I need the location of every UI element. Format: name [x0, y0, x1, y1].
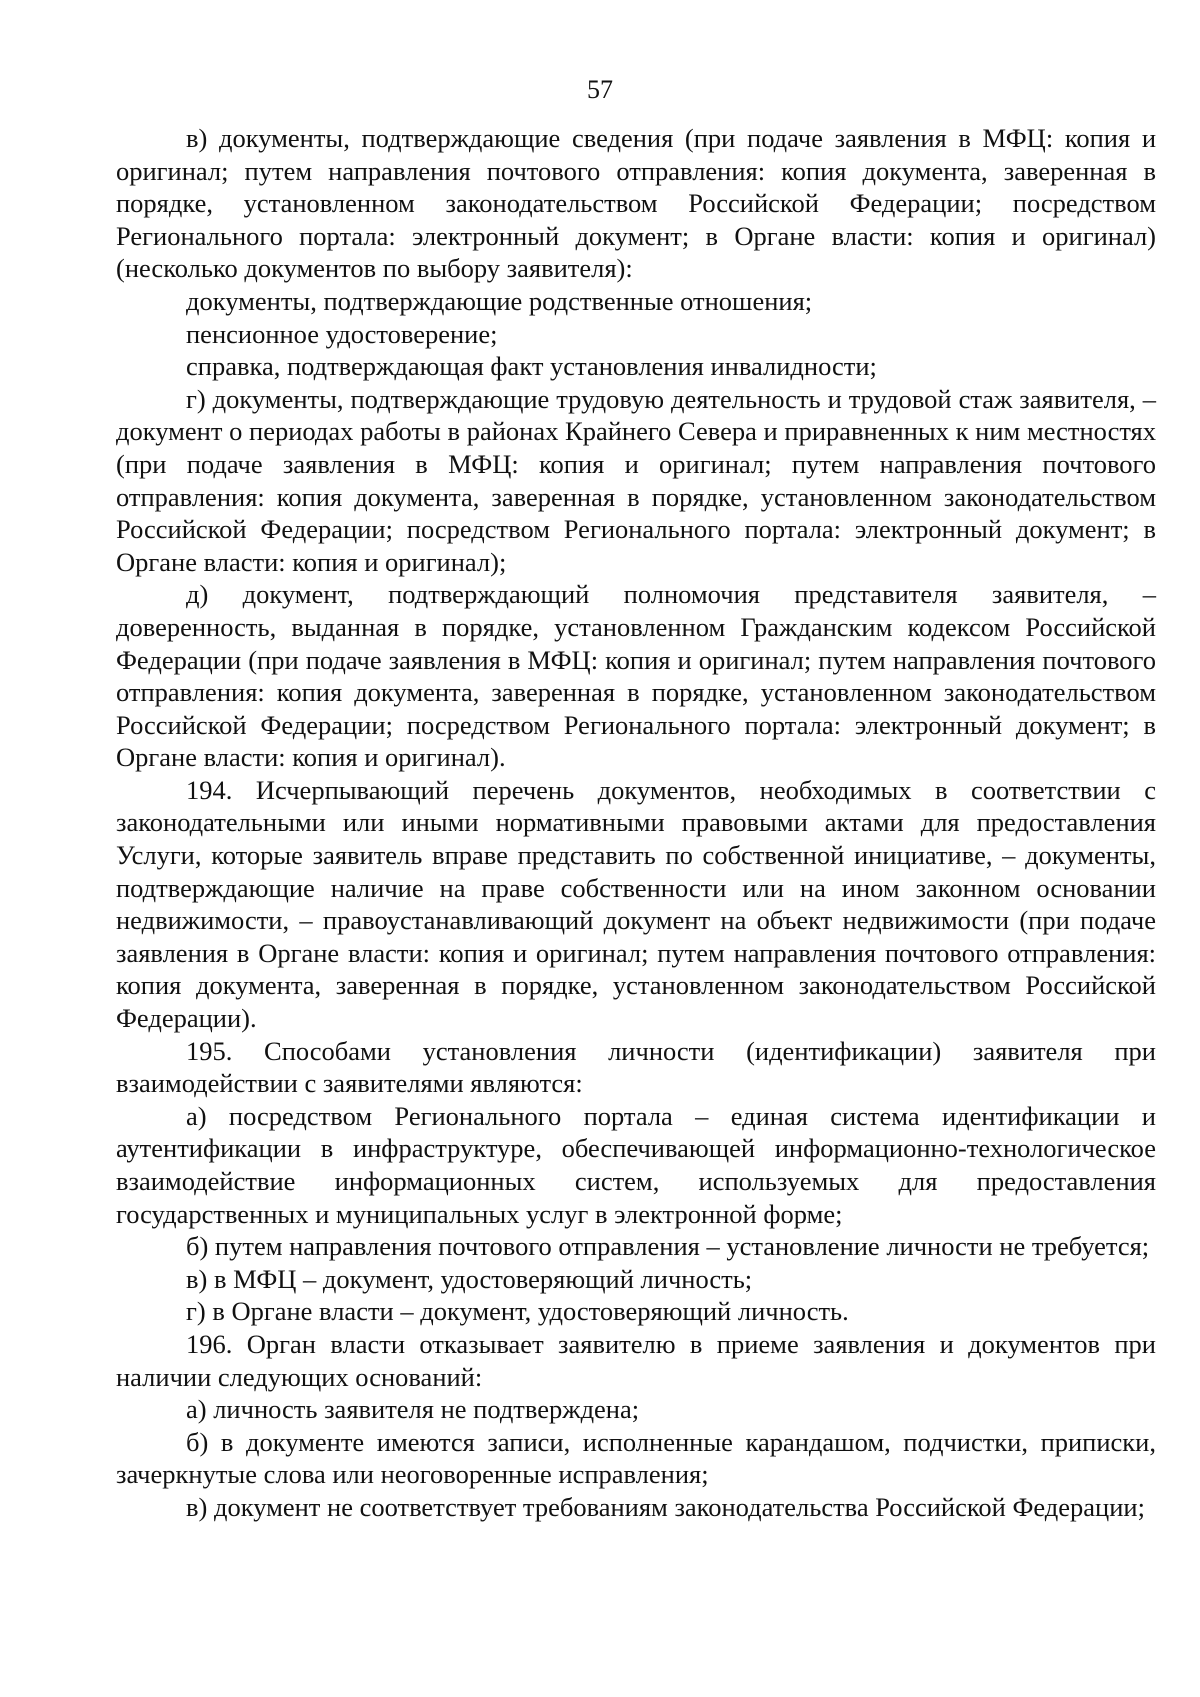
paragraph-196: 196. Орган власти отказывает заявителю в приеме заявления и документов при наличии следующих оснований: [116, 1328, 1156, 1392]
document-body [116, 122, 1156, 1524]
paragraph-196-b: б) в документе имеются записи, исполненные карандашом, подчистки, приписки, зачеркнутые слова или неоговоренные исправления; [116, 1426, 1156, 1490]
paragraph-195-v: в) в МФЦ – документ, удостоверяющий личность; [186, 1263, 753, 1294]
list-item-pension-certificate: пенсионное удостоверение; [186, 318, 498, 349]
paragraph-196-a: а) личность заявителя не подтверждена; [186, 1394, 640, 1425]
paragraph-196-v: в) документ не соответствует требованиям законодательства Российской Федерации; [186, 1491, 1145, 1522]
paragraph-195-a: а) посредством Регионального портала – единая система идентификации и аутентификации в инфраструктуре, обеспечивающей информационно-технологическое взаимодействие информационных систем, используемых для предоставления государственных и муниципальных услуг в электронной форме; [116, 1100, 1156, 1229]
paragraph-d-power-of-attorney: д) документ, подтверждающий полномочия представителя заявителя, – доверенность, выданная в порядке, установленном Гражданским кодексом Российской Федерации (при подаче заявления в МФЦ: копия и оригинал; путем направления почтового отправления: копия документа, заверенная в порядке, установленном законодательством Российской Федерации; посредством Регионального портала: электронный документ; в Органе власти: копия и оригинал). [116, 579, 1156, 773]
paragraph-195: 195. Способами установления личности (идентификации) заявителя при взаимодействии с заявителями являются: [116, 1035, 1156, 1099]
paragraph-194: 194. Исчерпывающий перечень документов, необходимых в соответствии с законодательными или иными нормативными правовыми актами для предоставления Услуги, которые заявитель вправе представить по собственной инициативе, – документы, подтверждающие наличие на праве собственности или на ином законном основании недвижимости, – правоустанавливающий документ на объект недвижимости (при подаче заявления в Органе власти: копия и оригинал; путем направления почтового отправления: копия документа, заверенная в порядке, установленном законодательством Российской Федерации). [116, 774, 1156, 1034]
paragraph-g-work-documents: г) документы, подтверждающие трудовую деятельность и трудовой стаж заявителя, – документ о периодах работы в районах Крайнего Севера и приравненных к ним местностях (при подаче заявления в МФЦ: копия и оригинал; путем направления почтового отправления: копия документа, заверенная в порядке, установленном законодательством Российской Федерации; посредством Регионального портала: электронный документ; в Органе власти: копия и оригинал); [116, 383, 1156, 577]
list-item-disability-certificate: справка, подтверждающая факт установления инвалидности; [186, 351, 877, 382]
paragraph-v-documents: в) документы, подтверждающие сведения (при подаче заявления в МФЦ: копия и оригинал; путем направления почтового отправления: копия документа, заверенная в порядке, установленном законодательством Российской Федерации; посредством Регионального портала: электронный документ; в Органе власти: копия и оригинал) (несколько документов по выбору заявителя): [116, 123, 1156, 284]
page-number: 57 [587, 75, 613, 104]
paragraph-195-b: б) путем направления почтового отправления – установление личности не требуется; [186, 1231, 1150, 1262]
paragraph-195-g: г) в Органе власти – документ, удостоверяющий личность. [186, 1296, 849, 1327]
list-item-kinship-documents: документы, подтверждающие родственные отношения; [186, 285, 813, 316]
